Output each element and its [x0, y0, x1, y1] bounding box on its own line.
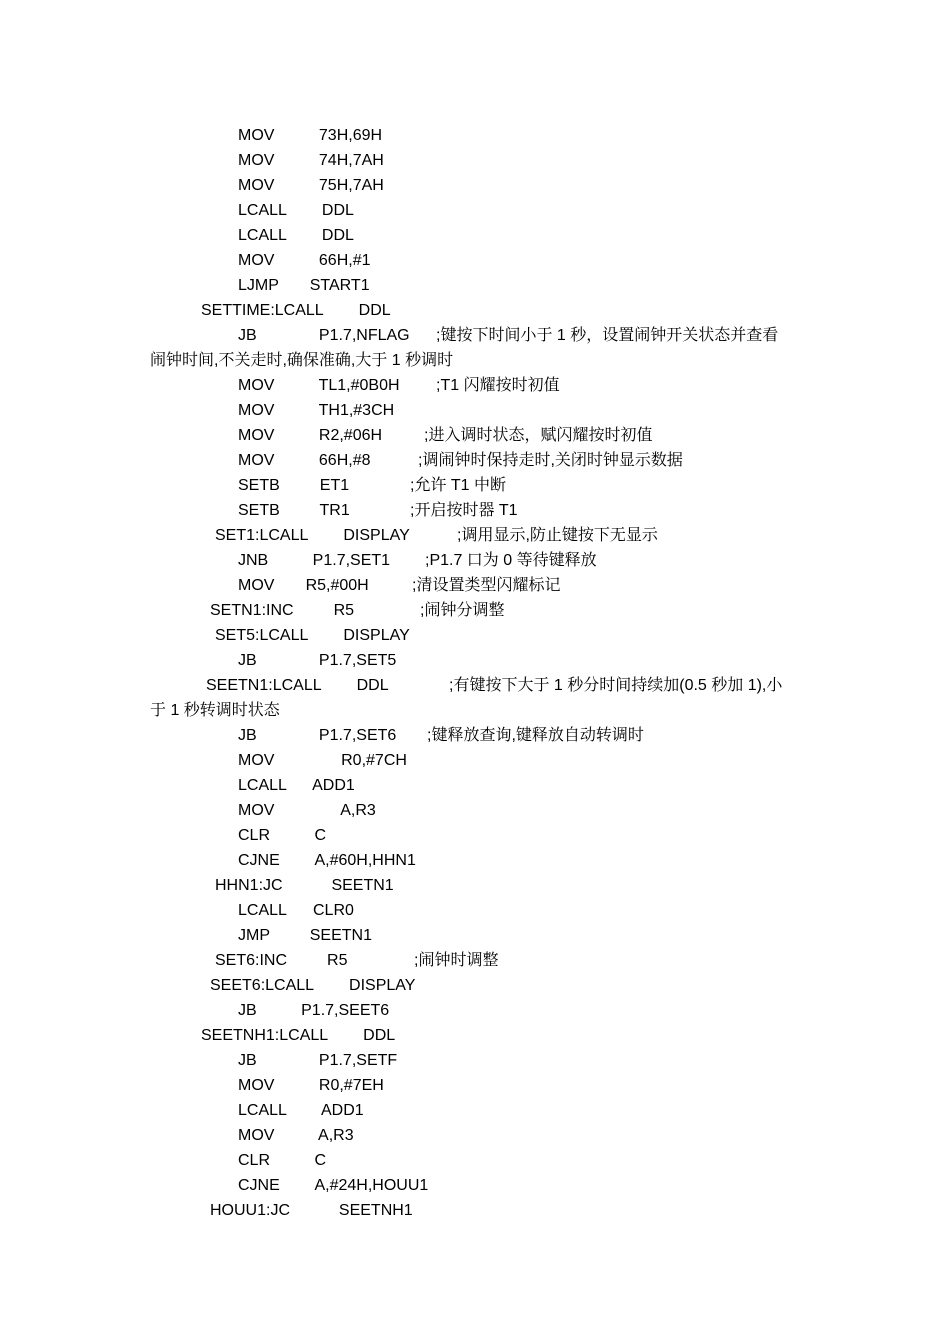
code-line: MOV R0,#7EH [238, 1077, 384, 1094]
code-line: SETB TR1 [238, 502, 350, 519]
comment-continuation: 于 1 秒转调时状态 [150, 702, 280, 719]
code-comment: ;允许 T1 中断 [410, 477, 507, 494]
code-line: MOV A,R3 [238, 802, 376, 819]
code-line: JB P1.7,NFLAG [238, 327, 410, 344]
code-line-label: SEET6:LCALL DISPLAY [210, 977, 416, 994]
code-comment: ;调闹钟时保持走时,关闭时钟显示数据 [418, 452, 683, 469]
code-line: MOV 66H,#1 [238, 252, 371, 269]
code-comment: ;T1 闪耀按时初值 [436, 377, 560, 394]
code-comment: ;进入调时状态，赋闪耀按时初值 [424, 427, 653, 444]
code-comment: ;键释放查询,键释放自动转调时 [427, 727, 644, 744]
code-line: MOV R0,#7CH [238, 752, 407, 769]
code-line: LCALL ADD1 [238, 1102, 364, 1119]
code-line: CJNE A,#24H,HOUU1 [238, 1177, 429, 1194]
code-line: MOV 74H,7AH [238, 152, 384, 169]
code-comment: ;有键按下大于 1 秒分时间持续加(0.5 秒加 1),小 [449, 677, 783, 694]
code-line: MOV 75H,7AH [238, 177, 384, 194]
code-line: MOV 66H,#8 [238, 452, 371, 469]
code-line-label: HHN1:JC SEETN1 [215, 877, 394, 894]
code-line: MOV A,R3 [238, 1127, 354, 1144]
code-line-label: SEETN1:LCALL DDL [206, 677, 389, 694]
code-line: CLR C [238, 1152, 327, 1169]
code-line: JB P1.7,SEET6 [238, 1002, 390, 1019]
code-line: MOV 73H,69H [238, 127, 383, 144]
code-line: MOV R5,#00H [238, 577, 369, 594]
code-line-label: SET1:LCALL DISPLAY [215, 527, 410, 544]
code-line: MOV R2,#06H [238, 427, 383, 444]
code-line: LJMP START1 [238, 277, 370, 294]
code-comment: ;P1.7 口为 0 等待键释放 [425, 552, 597, 569]
code-line: LCALL DDL [238, 202, 354, 219]
code-line-label: SETN1:INC R5 [210, 602, 355, 619]
code-comment: ;键按下时间小于 1 秒，设置闹钟开关状态并查看 [436, 327, 779, 344]
code-line: JB P1.7,SET5 [238, 652, 397, 669]
code-line: CLR C [238, 827, 327, 844]
code-comment: ;闹钟时调整 [414, 952, 499, 969]
code-line: SETB ET1 [238, 477, 350, 494]
code-line-label: SEETNH1:LCALL DDL [201, 1027, 396, 1044]
code-line: LCALL DDL [238, 227, 354, 244]
code-comment: ;清设置类型闪耀标记 [412, 577, 561, 594]
code-line: LCALL CLR0 [238, 902, 354, 919]
code-comment: ;开启按时器 T1 [410, 502, 518, 519]
code-comment: ;调用显示,防止键按下无显示 [457, 527, 658, 544]
code-line-label: HOUU1:JC SEETNH1 [210, 1202, 413, 1219]
code-line-label: SETTIME:LCALL DDL [201, 302, 391, 319]
code-line-label: SET5:LCALL DISPLAY [215, 627, 410, 644]
comment-continuation: 闹钟时间,不关走时,确保准确,大于 1 秒调时 [150, 352, 454, 369]
code-line: JNB P1.7,SET1 [238, 552, 391, 569]
code-line: JMP SEETN1 [238, 927, 372, 944]
code-line: LCALL ADD1 [238, 777, 355, 794]
code-comment: ;闹钟分调整 [420, 602, 505, 619]
code-line: MOV TH1,#3CH [238, 402, 395, 419]
code-line: CJNE A,#60H,HHN1 [238, 852, 416, 869]
code-line-label: SET6:INC R5 [215, 952, 348, 969]
code-line: MOV TL1,#0B0H [238, 377, 400, 394]
code-line: JB P1.7,SETF [238, 1052, 398, 1069]
code-line: JB P1.7,SET6 [238, 727, 397, 744]
